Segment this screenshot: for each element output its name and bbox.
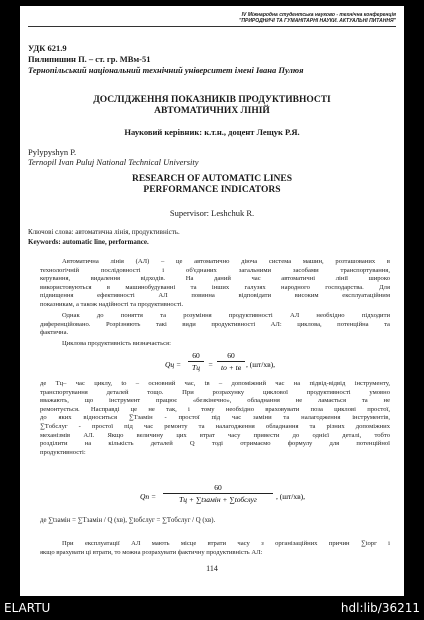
paragraph-definitions	[40, 380, 390, 457]
footer-handle: hdl:lib/36211	[340, 601, 420, 615]
denominator: tо + tв	[221, 363, 241, 372]
formula-cycle-fraction2	[217, 351, 245, 372]
conference-header-line2: "ПРИРОДНИЧІ ТА ГУМАНІТАРНІ НАУКИ. АКТУАЛЬНІ ПИТАННЯ"	[239, 18, 396, 24]
title-ua-line2: АВТОМАТИЧНИХ ЛІНІЙ	[154, 106, 270, 116]
text-line: продуктивності:	[40, 448, 86, 456]
text-line: до яких відноситься ∑Tзамін - простої під час заміни та налагодження інструментів,	[40, 414, 390, 422]
footer-repository: ELARTU	[4, 601, 51, 615]
text-line: використовуються в машинобудуванні та інших галузях народного господарства. Для	[40, 283, 390, 291]
text-line: ремонтується. Насправді це не так, і тому необхідно враховувати поза циклові простої,	[40, 405, 390, 413]
supervisor-en: Supervisor: Leshchuk R.	[169, 208, 255, 218]
text-line: вважають, що інструмент працює «безкінечно», обладнання не ламається та не	[40, 397, 390, 405]
numerator: 60	[227, 351, 235, 360]
text-line: показникам, а також надійності та продуктивності.	[40, 300, 184, 308]
supervisor-ua: Науковий керівник: к.т.н., доцент Лещук Р.Я.	[124, 127, 300, 137]
affiliation-en: Ternopil Ivan Puluj National Technical University	[28, 157, 199, 167]
udc-code: УДК 621.9	[28, 43, 67, 53]
text-line: При експлуатації АЛ мають місце втрати часу з організаційних причин ∑tорг і	[62, 540, 390, 547]
text-line: якщо врахувати ці втрати, то можна розрахувати фактичну продуктивність АЛ:	[40, 548, 263, 556]
title-en-line1: RESEARCH OF AUTOMATIC LINES	[131, 174, 293, 184]
formula-potential-fraction	[163, 483, 273, 504]
paragraph-types	[40, 312, 390, 338]
keywords-en: Keywords: automatic line, performance.	[28, 238, 149, 246]
text-line: розділити на кількість деталей Q тоді отримаємо формулу для потенційної	[40, 440, 390, 448]
text-line: механізмів АЛ. Якщо величину цих втрат часу привести до однієї деталі, тобто	[40, 431, 390, 439]
formula-equals: =	[208, 360, 214, 369]
footer-bar	[0, 596, 424, 620]
paragraph-intro	[40, 258, 390, 310]
text-line: фактична.	[40, 329, 69, 337]
text-line: диференційовано. Розрізняють такі види продуктивності АЛ: циклова, потенційна та	[40, 320, 390, 328]
fraction-bar	[188, 361, 204, 362]
author-en: Pylypyshyn P.	[28, 147, 77, 157]
header-rule	[28, 26, 396, 27]
fraction-bar	[217, 361, 245, 362]
title-en-line2: PERFORMANCE INDICATORS	[143, 185, 281, 195]
text-line: транспортування деталей тощо. При розрахунку циклової продуктивності умовно	[40, 388, 390, 396]
fraction-bar	[163, 493, 273, 494]
page-number: 114	[206, 564, 218, 573]
formula-cycle-unit: , (шт/хв),	[246, 360, 276, 369]
formula-where-line: де ∑tзамін = ∑Tзамін / Q (хв), ∑tобслуг = ∑Tобслуг / Q (хв).	[40, 517, 216, 524]
paragraph-cycle-intro: Циклова продуктивність визначається:	[62, 340, 171, 347]
affiliation-ua: Тернопільський національний технічний університет імені Івана Пулюя	[28, 65, 304, 75]
denominator: Tц	[192, 363, 200, 372]
denominator: Tц + ∑tзамін + ∑tобслуг	[179, 495, 257, 504]
numerator: 60	[192, 351, 200, 360]
text-line: ∑Tобслуг - простої під час ремонту та налагодження обладнання та різних допоміжних	[40, 422, 390, 430]
author-ua: Пилипишин П. – ст. гр. МВм-51	[28, 54, 151, 64]
text-line: підвищення ефективності АЛ повинна відповідати високим експлуатаційним	[40, 292, 390, 300]
conference-header-line1: IV Міжнародна студентська науково - технічна конференція	[241, 12, 396, 18]
paragraph-actual	[40, 540, 390, 557]
formula-cycle-fraction1	[188, 351, 204, 372]
text-line: керування, видалення відходів. На даний час автоматичні лінії широко	[40, 275, 390, 283]
keywords-ua: Ключові слова: автоматична лінія, продуктивність.	[28, 228, 180, 236]
formula-cycle-lhs: Qц =	[165, 360, 182, 369]
text-line: Однак до поняття та розуміння продуктивності АЛ необхідно підходити	[62, 312, 390, 319]
formula-potential-lhs: Qп =	[140, 492, 157, 501]
document-page	[20, 6, 404, 596]
title-ua-line1: ДОСЛІДЖЕННЯ ПОКАЗНИКІВ ПРОДУКТИВНОСТІ	[93, 95, 331, 105]
text-line: де Tц– час циклу, tо – основний час, tв – допоміжний час на підвід-відвід інструменту,	[40, 380, 390, 387]
formula-potential-unit: , (шт/хв),	[276, 492, 306, 501]
text-line: Автоматична лінія (АЛ) – це автоматично діюча система машин, розташованих в	[62, 258, 390, 265]
numerator: 60	[214, 483, 222, 492]
text-line: технологічній послідовності і об'єднаних загальними засобами транспортування,	[40, 266, 390, 274]
